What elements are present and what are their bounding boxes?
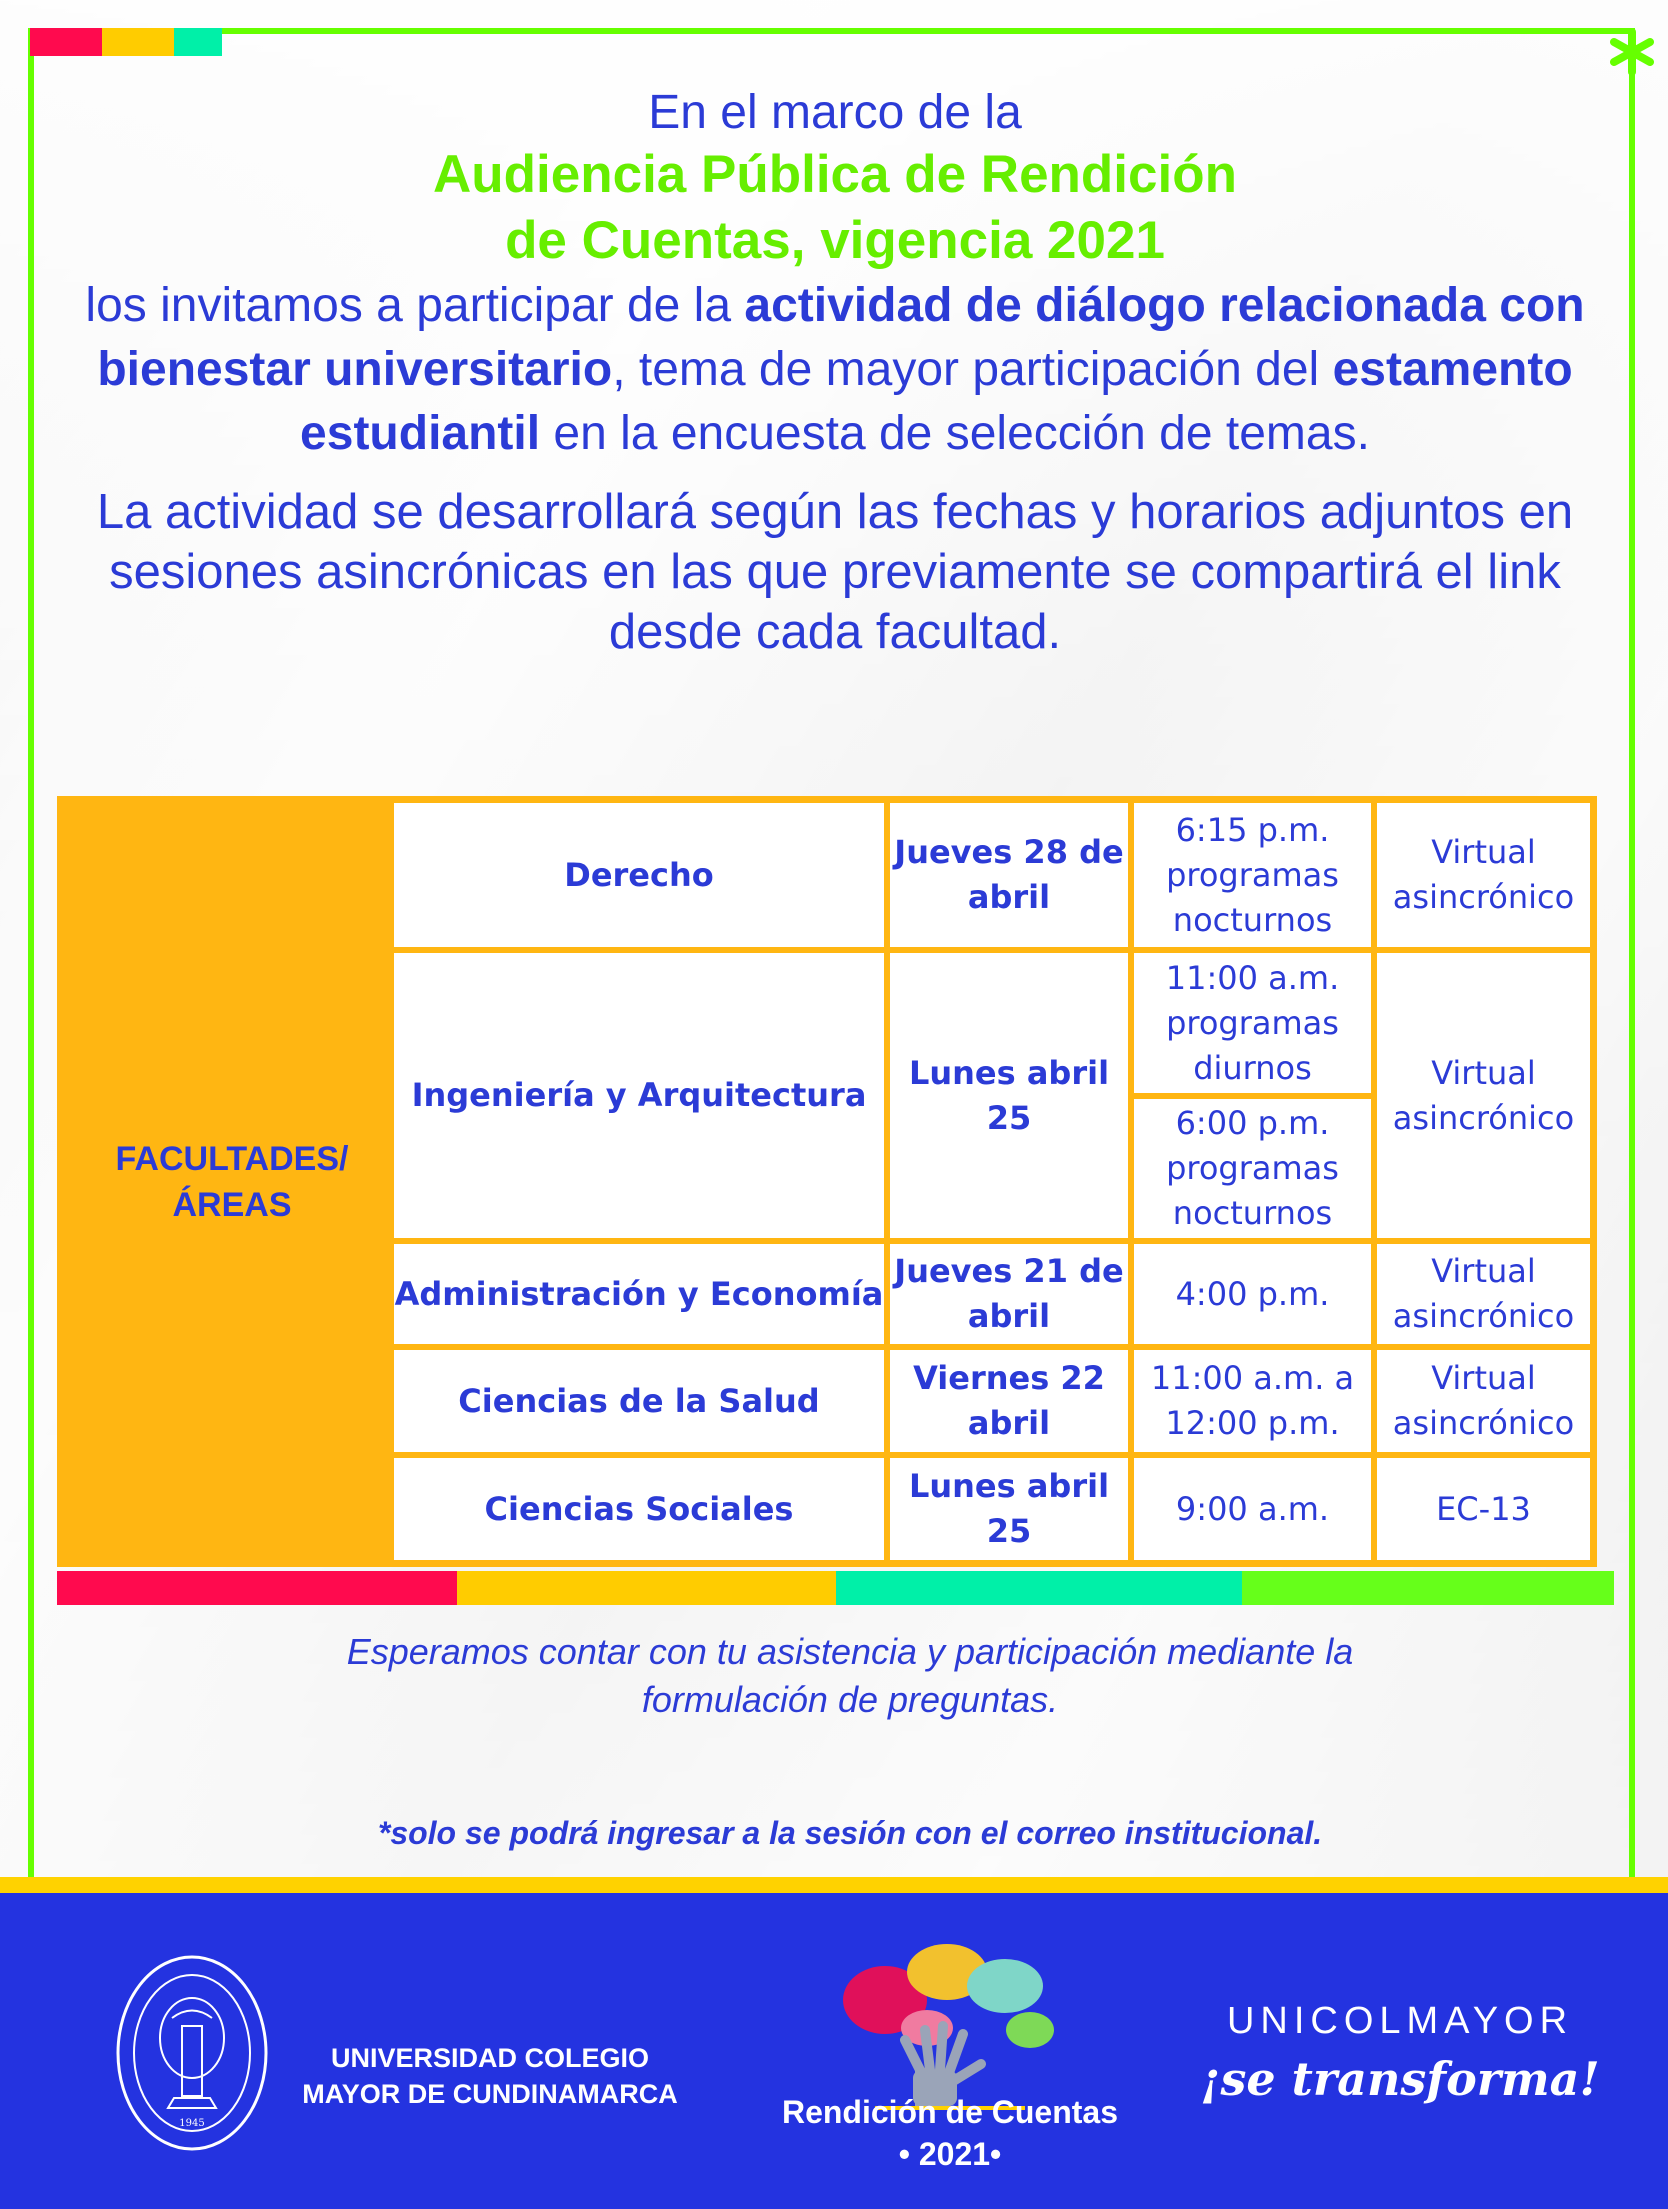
university-seal-icon [112, 1948, 272, 2158]
frame-right-border [1629, 28, 1635, 1890]
mode-cell: Virtual asincrónico [1377, 1350, 1590, 1452]
faculties-header: FACULTADES/ ÁREAS [115, 1139, 349, 1224]
time-cell-second: 6:00 p.m. programas nocturnos [1134, 1099, 1371, 1238]
stripe-teal [836, 1571, 1242, 1605]
mode-cell: Virtual asincrónico [1377, 803, 1590, 947]
time-cell: 11:00 a.m. programas diurnos [1134, 953, 1371, 1093]
access-note: *solo se podrá ingresar a la sesión con el correo institucional. [377, 1815, 1323, 1851]
asterisk-icon [1606, 26, 1658, 78]
faculty-cell: Ciencias de la Salud [394, 1350, 884, 1452]
schedule-table [57, 796, 1605, 1567]
invitation-activity: actividad de diálogo relacionada con bienestar universitario [97, 279, 1585, 396]
time-cell: 6:15 p.m. programas nocturnos [1134, 803, 1371, 947]
brand-name: UNICOLMAYOR [1226, 2000, 1574, 2042]
closing-message: Esperamos contar con tu asistencia y participación mediante la formulación de preguntas. [346, 1631, 1354, 1720]
rendicion-tree-logo-icon [835, 1930, 1065, 2110]
date-cell: Viernes 22 abril [890, 1350, 1128, 1452]
mode-cell: Virtual asincrónico [1377, 953, 1590, 1238]
time-cell: 9:00 a.m. [1134, 1458, 1371, 1560]
faculties-header-cell [57, 796, 387, 1567]
brand-slogan: ¡se transforma! [1200, 2052, 1600, 2106]
corner-color-bars [30, 28, 222, 56]
intro-line1: En el marco de la [648, 86, 1022, 139]
faculty-cell: Ciencias Sociales [394, 1458, 884, 1560]
invitation-text-a: los invitamos a participar de la [85, 279, 745, 332]
event-title-line1: Audiencia Pública de Rendición [433, 145, 1237, 204]
corner-bar-yellow [102, 28, 174, 56]
stripe-yellow [457, 1571, 836, 1605]
faculty-cell: Administración y Economía [394, 1244, 884, 1344]
schedule-grid [387, 796, 1597, 1567]
date-cell: Jueves 28 de abril [890, 803, 1128, 947]
schedule-description: La actividad se desarrollará según las fechas y horarios adjuntos en sesiones asincrónicas en las que previamente se compartirá el link desde cada facultad. [96, 485, 1574, 659]
intro-text [80, 84, 1590, 662]
frame-top-border [30, 28, 1635, 34]
stripe-red [57, 1571, 457, 1605]
event-logo-year: • 2021• [898, 2136, 1002, 2172]
time-cell: 4:00 p.m. [1134, 1244, 1371, 1344]
event-title-line2: de Cuentas, vigencia 2021 [505, 211, 1165, 270]
corner-bar-red [30, 28, 102, 56]
mode-cell: Virtual asincrónico [1377, 1244, 1590, 1344]
invitation-estamento: estamento estudiantil [300, 343, 1573, 460]
invitation-paragraph [80, 274, 1590, 466]
corner-bar-teal [174, 28, 222, 56]
seal-year: 1945 [179, 2118, 205, 2129]
faculty-cell: Ingeniería y Arquitectura [394, 953, 884, 1238]
event-logo-title: Rendición de Cuentas [781, 2094, 1119, 2130]
invitation-text-c: , tema de mayor participación del [612, 343, 1333, 396]
university-name: UNIVERSIDAD COLEGIO MAYOR DE CUNDINAMARCA [302, 2043, 678, 2109]
invitation-text-e: en la encuesta de selección de temas. [540, 407, 1370, 460]
date-cell: Lunes abril 25 [890, 953, 1128, 1238]
stripe-green [1242, 1571, 1614, 1605]
time-cell: 11:00 a.m. a 12:00 p.m. [1134, 1350, 1371, 1452]
date-cell: Lunes abril 25 [890, 1458, 1128, 1560]
faculty-cell: Derecho [394, 803, 884, 947]
footer-top-stripe [0, 1877, 1668, 1893]
mode-cell: EC-13 [1377, 1458, 1590, 1560]
frame-left-border [28, 28, 34, 1890]
date-cell: Jueves 21 de abril [890, 1244, 1128, 1344]
